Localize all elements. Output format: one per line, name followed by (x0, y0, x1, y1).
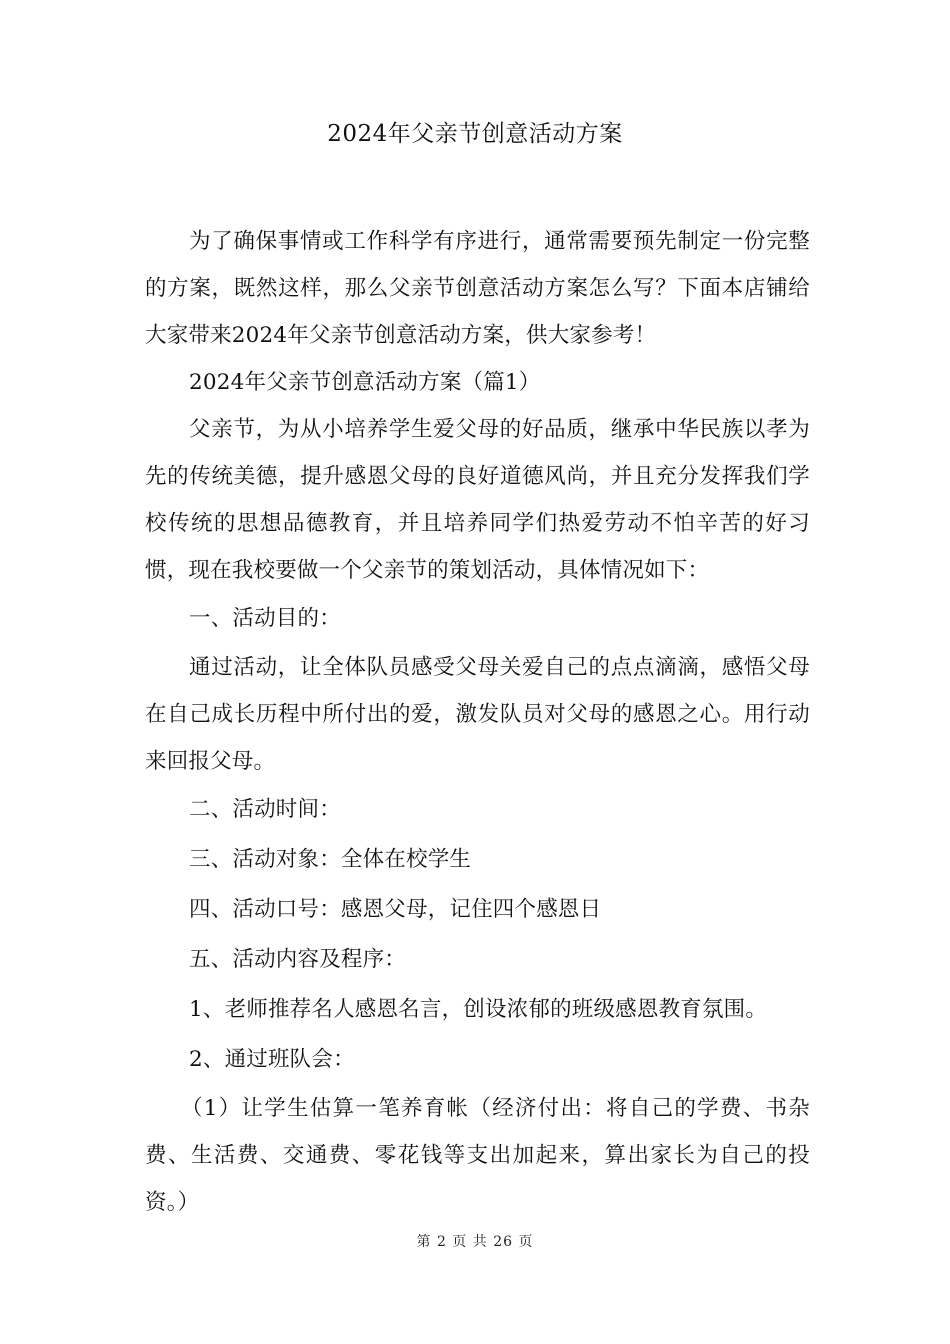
heading-time: 二、活动时间： (189, 797, 341, 822)
document-body (145, 218, 810, 1226)
purpose-paragraph: 通过活动，让全体队员感受父母关爱自己的点点滴滴，感悟父母在自己成长历程中所付出的爱，激发队员对父母的感恩之心。用行动来回报父母。 (145, 655, 810, 774)
heading-purpose: 一、活动目的： (189, 606, 341, 631)
heading-content: 五、活动内容及程序： (189, 947, 407, 972)
list-item-2: 2、通过班队会： (189, 1047, 355, 1072)
list-item-1: 1、老师推荐名人感恩名言，创设浓郁的班级感恩教育氛围。 (189, 997, 768, 1022)
intro-paragraph: 为了确保事情或工作科学有序进行，通常需要预先制定一份完整的方案，既然这样，那么父亲节创意活动方案怎么写？下面本店铺给大家带来2024年父亲节创意活动方案，供大家参考！ (145, 229, 810, 348)
page-number-footer: 第 2 页 共 26 页 (416, 1234, 534, 1250)
section-heading-part1: 2024年父亲节创意活动方案（篇1） (189, 370, 541, 395)
heading-slogan: 四、活动口号：感恩父母，记住四个感恩日 (189, 897, 602, 922)
sub-item-1: （1）让学生估算一笔养育帐（经济付出：将自己的学费、书杂费、生活费、交通费、零花钱等支出加起来，算出家长为自己的投资。） (145, 1096, 810, 1215)
document-title: 2024年父亲节创意活动方案 (327, 121, 623, 147)
background-paragraph: 父亲节，为从小培养学生爱父母的好品质，继承中华民族以孝为先的传统美德，提升感恩父母的良好道德风尚，并且充分发挥我们学校传统的思想品德教育，并且培养同学们热爱劳动不怕辛苦的好习惯，现在我校要做一个父亲节的策划活动，具体情况如下： (145, 417, 810, 583)
heading-participants: 三、活动对象：全体在校学生 (189, 847, 472, 872)
